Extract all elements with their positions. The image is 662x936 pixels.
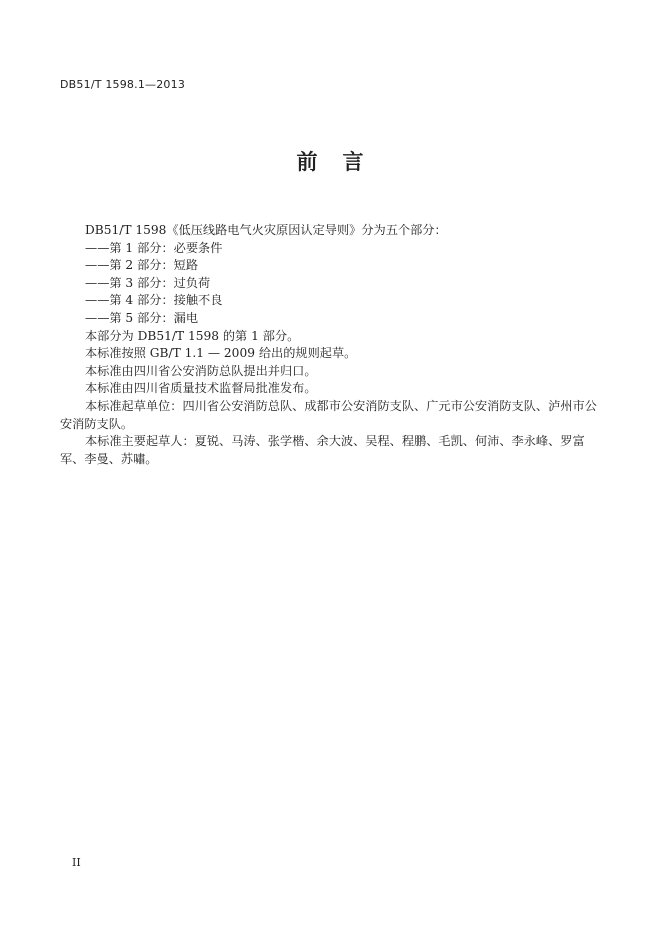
page-number: II: [72, 856, 81, 869]
list-item-part-3: ——第 3 部分：过负荷: [85, 275, 211, 290]
foreword-body: [60, 222, 605, 468]
paragraph-drafting-rules: 本标准按照 GB/T 1.1 — 2009 给出的规则起草。: [85, 346, 357, 361]
list-item-part-1: ——第 1 部分：必要条件: [85, 240, 223, 255]
standard-number-header: DB51/T 1598.1—2013: [60, 78, 186, 91]
list-item-part-2: ——第 2 部分：短路: [85, 258, 199, 273]
list-item-part-5: ——第 5 部分：漏电: [85, 310, 199, 325]
paragraph-part-statement: 本部分为 DB51/T 1598 的第 1 部分。: [85, 328, 300, 343]
paragraph-approver: 本标准由四川省质量技术监督局批准发布。: [85, 381, 317, 396]
paragraph-intro: DB51/T 1598《低压线路电气火灾原因认定导则》分为五个部分：: [85, 223, 447, 237]
paragraph-proposer: 本标准由四川省公安消防总队提出并归口。: [85, 363, 317, 378]
page-title: 前 言: [296, 150, 366, 174]
list-item-part-4: ——第 4 部分：接触不良: [85, 293, 223, 308]
paragraph-drafting-units: 本标准起草单位：四川省公安消防总队、成都市公安消防支队、广元市公安消防支队、泸州市公安消防支队。: [60, 398, 597, 431]
paragraph-drafters: 本标准主要起草人：夏锐、马涛、张学楷、余大波、吴程、程鹏、毛凯、何沛、李永峰、罗富军、李曼、苏嘯。: [60, 434, 585, 466]
